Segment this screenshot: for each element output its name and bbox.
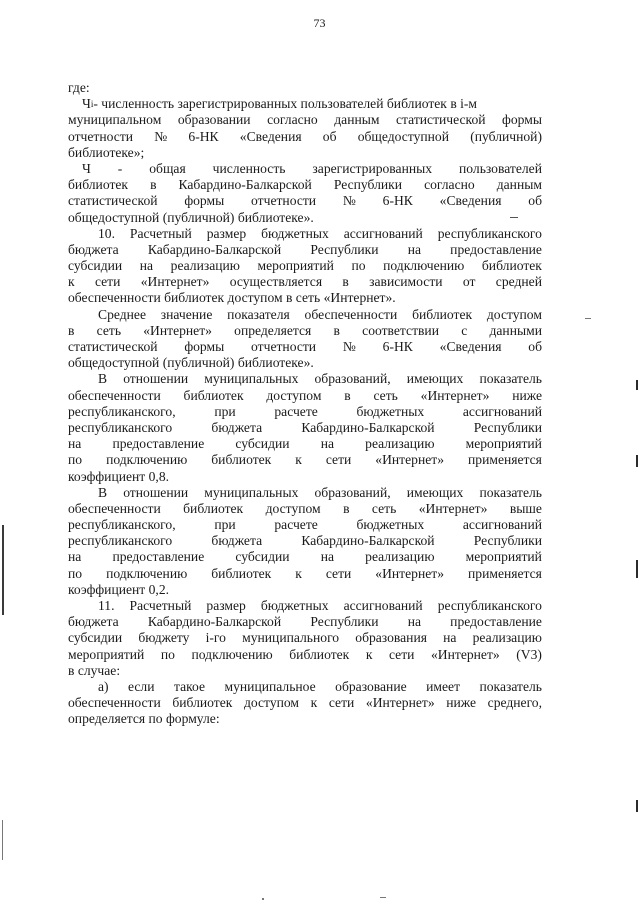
word: применяется bbox=[468, 565, 542, 581]
word: среднего, bbox=[487, 695, 542, 711]
text-line bbox=[68, 436, 542, 452]
word: муниципальное bbox=[224, 678, 316, 694]
word: «Интернет» bbox=[375, 565, 445, 581]
word: сети bbox=[94, 274, 121, 290]
word: Республики bbox=[310, 614, 379, 630]
word: Кабардино-Балкарской bbox=[301, 533, 435, 549]
line-text: определяется по формуле: bbox=[68, 711, 220, 727]
word: осуществляется bbox=[229, 274, 323, 290]
word: № bbox=[342, 193, 356, 209]
text-line bbox=[68, 290, 542, 306]
word: субсидии bbox=[68, 630, 123, 646]
word: бюджета bbox=[211, 533, 263, 549]
word: республиканского bbox=[68, 533, 173, 549]
word: формы bbox=[502, 112, 542, 128]
word: 6-НК bbox=[382, 193, 413, 209]
word: в bbox=[68, 322, 75, 338]
word: 10. bbox=[98, 225, 115, 241]
word: Республики bbox=[473, 419, 542, 435]
line-text: коэффициент 0,2. bbox=[68, 581, 170, 597]
word: общедоступной bbox=[357, 128, 450, 144]
word: бюджетных bbox=[356, 403, 425, 419]
word: ассигнований bbox=[343, 225, 423, 241]
word: № bbox=[342, 339, 356, 354]
word: мероприятий bbox=[465, 436, 542, 452]
word: республиканского bbox=[437, 598, 542, 613]
text-line bbox=[68, 647, 542, 663]
word: «Интернет» bbox=[365, 695, 435, 711]
text-line bbox=[68, 549, 542, 565]
word: обеспеченности bbox=[68, 500, 161, 516]
text-line bbox=[68, 517, 542, 533]
word: мероприятий bbox=[68, 646, 145, 662]
word: муниципальном bbox=[68, 112, 162, 128]
word: республиканского bbox=[437, 225, 542, 241]
word: значение bbox=[160, 306, 213, 322]
word: статистической bbox=[68, 193, 158, 209]
word: статистической bbox=[68, 339, 158, 354]
word: «Интернет» bbox=[418, 500, 488, 516]
word: сети bbox=[328, 695, 355, 711]
word: отчетности bbox=[251, 193, 317, 209]
word: пользователей bbox=[459, 160, 542, 176]
word: применяется bbox=[468, 452, 542, 468]
word: бюджетных bbox=[261, 225, 329, 241]
word: сеть bbox=[373, 387, 398, 403]
word: бюджетных bbox=[260, 598, 329, 613]
word: сети bbox=[388, 646, 415, 662]
scan-mark bbox=[636, 380, 638, 390]
text-line bbox=[68, 112, 542, 128]
word: имеющих bbox=[406, 484, 464, 500]
text-line bbox=[68, 469, 542, 485]
word: размер bbox=[206, 225, 247, 241]
word: доступом bbox=[486, 306, 542, 322]
word: субсидии bbox=[235, 549, 290, 565]
word: ниже bbox=[512, 387, 542, 403]
line-text: - численность зарегистрированных пользователей библиотек в i-м bbox=[93, 96, 478, 112]
word: бюджету bbox=[138, 630, 190, 646]
word: данным bbox=[334, 112, 380, 128]
word: «Сведения bbox=[239, 128, 302, 144]
word: по bbox=[351, 258, 366, 274]
word: Республики bbox=[473, 533, 542, 549]
text-line bbox=[68, 226, 542, 242]
word: согласно bbox=[267, 112, 318, 128]
word: на bbox=[139, 258, 154, 274]
word: показатель bbox=[479, 484, 542, 500]
text-line bbox=[68, 679, 542, 695]
scan-mark bbox=[262, 898, 264, 900]
word: Республики bbox=[333, 177, 403, 193]
word: на bbox=[443, 630, 457, 646]
text-line bbox=[68, 388, 542, 404]
word: Кабардино-Балкарской bbox=[178, 177, 312, 193]
document-body bbox=[68, 80, 542, 728]
word: доступом bbox=[266, 387, 322, 403]
word: соответствии bbox=[362, 322, 439, 338]
word: к bbox=[295, 565, 302, 581]
word: на bbox=[68, 436, 82, 452]
word: сети bbox=[325, 565, 352, 581]
text-line bbox=[68, 193, 542, 209]
word: в bbox=[344, 387, 351, 403]
word: подключению bbox=[106, 565, 188, 581]
line-text: обеспеченности библиотек доступом в сеть «Интернет». bbox=[68, 290, 396, 306]
word: библиотек bbox=[183, 500, 244, 516]
word: об bbox=[528, 193, 542, 209]
word: отношении bbox=[123, 371, 189, 387]
word: в bbox=[150, 177, 157, 193]
word: к bbox=[295, 452, 302, 468]
word: подключению bbox=[191, 646, 273, 662]
word: общая bbox=[149, 160, 186, 176]
word: такое bbox=[173, 678, 206, 694]
word: библиотек bbox=[211, 452, 272, 468]
word: Кабардино-Балкарской bbox=[147, 241, 282, 257]
word: формы bbox=[184, 339, 225, 354]
word: ассигнований bbox=[462, 517, 542, 533]
word: предоставление bbox=[112, 549, 205, 565]
text-line bbox=[68, 242, 542, 258]
word: образование bbox=[335, 678, 407, 694]
word: образований, bbox=[314, 484, 391, 500]
word: к bbox=[365, 646, 373, 662]
word: республиканского bbox=[68, 419, 173, 435]
word: муниципальных bbox=[204, 371, 299, 387]
text-line bbox=[68, 371, 542, 387]
word: ассигнований bbox=[462, 403, 542, 419]
word: средней bbox=[495, 274, 542, 290]
word: библиотек bbox=[289, 646, 350, 662]
text-line bbox=[68, 307, 542, 323]
word: расчете bbox=[274, 403, 318, 419]
scan-mark bbox=[636, 560, 638, 578]
word: «Интернет» bbox=[430, 646, 500, 662]
line-text: общедоступной (публичной) библиотеке». bbox=[68, 355, 314, 371]
word: реализацию bbox=[365, 436, 435, 452]
word: республиканского, bbox=[68, 403, 176, 419]
word: согласно bbox=[424, 177, 475, 193]
word: предоставление bbox=[112, 436, 205, 452]
text-line bbox=[68, 145, 542, 161]
line-text: коэффициент 0,8. bbox=[68, 468, 170, 484]
word: Республики bbox=[310, 241, 379, 257]
scan-mark bbox=[2, 525, 4, 615]
word: данными bbox=[489, 322, 542, 338]
word: на bbox=[320, 549, 335, 565]
word: от bbox=[462, 274, 476, 290]
scan-mark bbox=[585, 318, 591, 319]
word: бюджета bbox=[68, 241, 119, 257]
word: библиотек bbox=[481, 258, 542, 274]
word: отчетности bbox=[68, 128, 134, 144]
word: на bbox=[407, 241, 421, 257]
word: образования bbox=[355, 630, 427, 646]
word: республиканского, bbox=[68, 517, 176, 533]
text-line bbox=[68, 355, 542, 371]
line-text: где: bbox=[68, 80, 90, 95]
word: «Интернет» bbox=[140, 274, 210, 290]
word: сеть bbox=[96, 322, 122, 338]
word: численность bbox=[212, 160, 286, 176]
subscript: i bbox=[90, 99, 94, 110]
word: определяется bbox=[234, 322, 312, 338]
word: об bbox=[528, 339, 542, 354]
word: показатель bbox=[479, 678, 542, 694]
word: данным bbox=[496, 177, 542, 193]
text-line bbox=[68, 485, 542, 501]
word: на bbox=[68, 549, 82, 565]
text-line bbox=[68, 258, 542, 274]
word: на bbox=[320, 436, 335, 452]
word: если bbox=[128, 678, 155, 694]
word: подключению bbox=[383, 258, 465, 274]
word: В bbox=[98, 484, 108, 500]
word: «Сведения bbox=[439, 339, 502, 354]
word: к bbox=[310, 695, 318, 711]
word: «Интернет» bbox=[375, 452, 445, 468]
word: обеспеченности bbox=[68, 387, 161, 403]
word: сеть bbox=[371, 500, 397, 516]
word: в bbox=[333, 322, 340, 338]
word: реализацию bbox=[472, 630, 542, 646]
word: отношении bbox=[123, 484, 189, 500]
word: подключению bbox=[106, 452, 188, 468]
word: (V3) bbox=[516, 646, 542, 662]
word: доступом bbox=[265, 500, 321, 516]
text-line bbox=[68, 614, 542, 630]
text-line bbox=[68, 566, 542, 582]
word: Среднее bbox=[98, 306, 146, 322]
text-line bbox=[68, 598, 542, 614]
text-line bbox=[68, 420, 542, 436]
word: i-го bbox=[205, 630, 226, 646]
word: библиотек bbox=[211, 565, 272, 581]
word: зарегистрированных bbox=[312, 160, 433, 176]
word: бюджетных bbox=[356, 517, 425, 533]
text-line bbox=[68, 161, 542, 177]
text-line bbox=[68, 96, 542, 112]
word: библиотек bbox=[172, 695, 233, 711]
word: «Интернет» bbox=[420, 387, 490, 403]
text-line bbox=[68, 663, 542, 679]
word: при bbox=[214, 403, 236, 419]
line-text: общедоступной (публичной) библиотеке». bbox=[68, 209, 314, 225]
word: об bbox=[322, 128, 337, 144]
word: библиотек bbox=[183, 387, 244, 403]
word: бюджета bbox=[68, 614, 119, 630]
word: 6-НК bbox=[382, 339, 413, 354]
word: по bbox=[160, 646, 175, 662]
word: мероприятий bbox=[257, 258, 334, 274]
word: обеспеченности bbox=[68, 695, 161, 711]
word: библиотек bbox=[412, 306, 473, 322]
word: Расчетный bbox=[129, 598, 192, 613]
word: «Сведения bbox=[439, 193, 502, 209]
word: выше bbox=[509, 500, 542, 516]
text-line bbox=[68, 695, 542, 711]
word: «Интернет» bbox=[143, 322, 212, 338]
word: с bbox=[461, 322, 468, 338]
line-text: в случае: bbox=[68, 662, 121, 678]
text-line bbox=[68, 323, 542, 339]
word: предоставление bbox=[450, 614, 542, 630]
word: показателя bbox=[227, 306, 290, 322]
text-line bbox=[68, 630, 542, 646]
line-text: библиотеке»; bbox=[68, 144, 145, 160]
word: сети bbox=[325, 452, 352, 468]
word: Ч bbox=[82, 160, 91, 176]
word: статистической bbox=[396, 112, 486, 128]
word: обеспеченности bbox=[304, 306, 398, 322]
text-line bbox=[68, 533, 542, 549]
word: а) bbox=[98, 678, 109, 694]
word: размер bbox=[206, 598, 246, 613]
word: № bbox=[154, 128, 168, 144]
word: по bbox=[68, 452, 83, 468]
word: по bbox=[68, 565, 83, 581]
word: муниципального bbox=[242, 630, 340, 646]
word: - bbox=[117, 160, 123, 176]
word: в bbox=[343, 500, 350, 516]
word: Кабардино-Балкарской bbox=[301, 419, 435, 435]
word: В bbox=[98, 371, 108, 387]
word: образований, bbox=[314, 371, 391, 387]
text-line bbox=[68, 339, 542, 355]
scan-mark bbox=[636, 800, 638, 812]
word: образовании bbox=[177, 112, 251, 128]
scan-mark bbox=[380, 897, 386, 898]
text-line bbox=[68, 274, 542, 290]
word: 6-НК bbox=[188, 128, 219, 144]
text-line bbox=[68, 711, 542, 727]
word: отчетности bbox=[251, 339, 317, 354]
word: имеющих bbox=[406, 371, 464, 387]
word: субсидии bbox=[235, 436, 290, 452]
page-number: 73 bbox=[313, 16, 326, 30]
word: доступом bbox=[243, 695, 300, 711]
word: Расчетный bbox=[129, 225, 192, 241]
word: ассигнований bbox=[343, 598, 423, 613]
word: имеет bbox=[426, 678, 461, 694]
word: ниже bbox=[446, 695, 477, 711]
text-line bbox=[68, 404, 542, 420]
word: библиотек bbox=[68, 177, 129, 193]
text-line bbox=[68, 501, 542, 517]
text-line bbox=[68, 452, 542, 468]
word: при bbox=[214, 517, 236, 533]
word: мероприятий bbox=[465, 549, 542, 565]
scan-mark bbox=[2, 820, 3, 860]
word: Кабардино-Балкарской bbox=[147, 614, 282, 630]
word: на bbox=[407, 614, 421, 630]
word: зависимости bbox=[369, 274, 443, 290]
scan-mark bbox=[636, 455, 638, 467]
text-line bbox=[68, 129, 542, 145]
word: показатель bbox=[479, 371, 542, 387]
word: 11. bbox=[98, 598, 115, 613]
text-line bbox=[68, 177, 542, 193]
word: муниципальных bbox=[204, 484, 299, 500]
word: формы bbox=[184, 193, 225, 209]
word: реализацию bbox=[170, 258, 240, 274]
word: субсидии bbox=[68, 258, 123, 274]
word: расчете bbox=[274, 517, 318, 533]
line-text: Ч bbox=[82, 96, 91, 112]
text-line bbox=[68, 582, 542, 598]
word: бюджета bbox=[211, 419, 263, 435]
scan-mark bbox=[510, 217, 518, 218]
word: в bbox=[342, 274, 349, 290]
text-line bbox=[68, 210, 542, 226]
word: к bbox=[68, 274, 75, 290]
text-line bbox=[68, 80, 542, 96]
word: предоставление bbox=[450, 241, 542, 257]
word: реализацию bbox=[365, 549, 435, 565]
word: (публичной) bbox=[470, 128, 542, 144]
